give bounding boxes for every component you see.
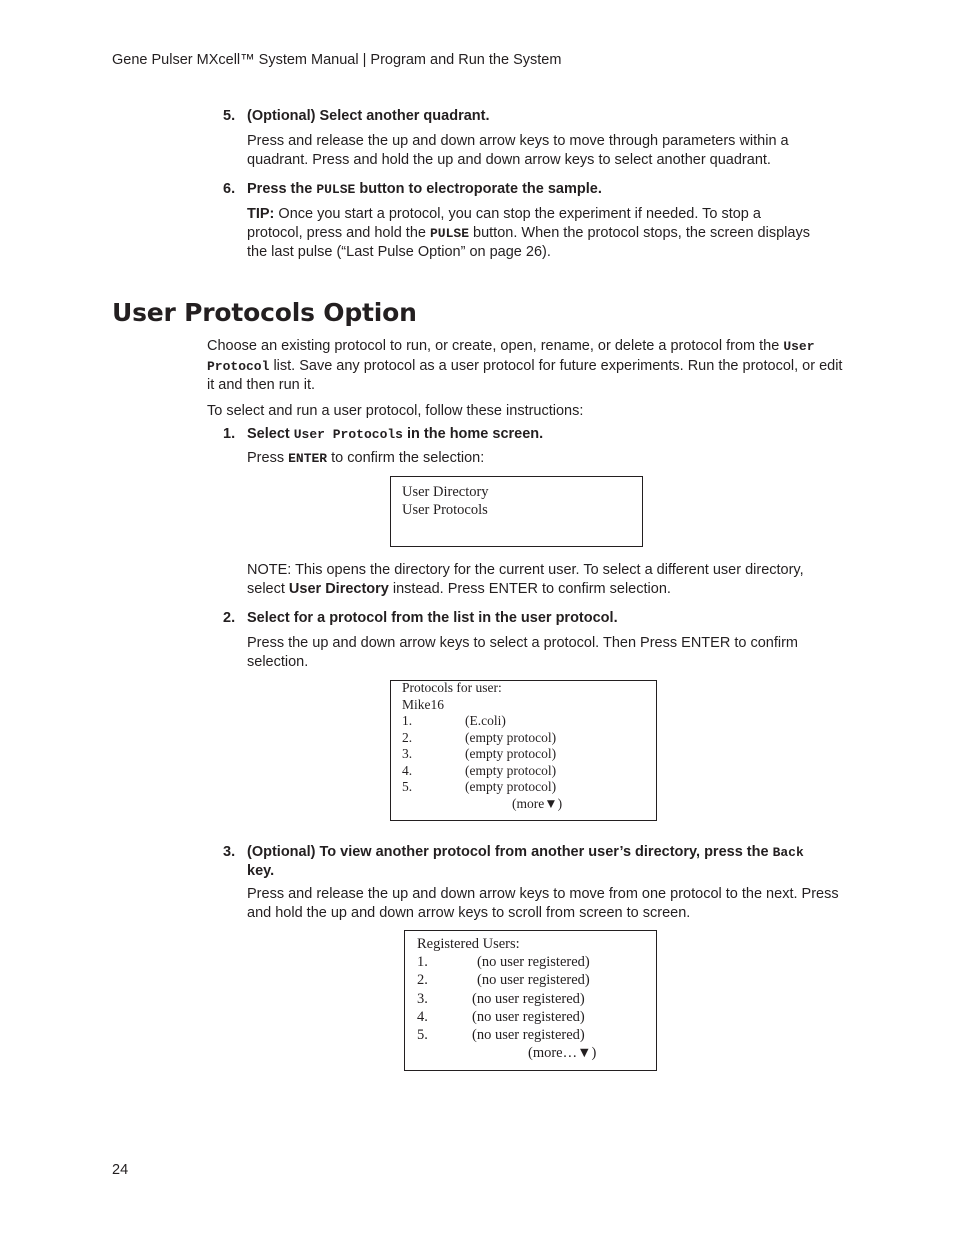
user-row [417,953,649,971]
running-head: Gene Pulser MXcell™ System Manual | Program and Run the System [112,52,562,68]
tip-label: TIP: [247,206,275,222]
intro-text-post: list. Save any protocol as a user protocol for future experiments. Run the protocol, or edit it and then run it. [207,357,843,393]
step-title-post: button to electroporate the sample. [355,181,602,197]
section-intro [207,337,847,395]
step-title-pre: Select [247,426,294,442]
screen-line-user-directory: User Directory [402,484,489,500]
screen-line-user-protocols: User Protocols [402,502,488,519]
page-number: 24 [112,1162,129,1178]
row-number: 5. [417,1026,428,1043]
tip-text-pre: Once you start a protocol, you can stop the experiment if needed. To stop a protocol, press and hold the [247,206,761,241]
screen-title: Protocols for user: [402,680,502,695]
row-number: 4. [402,762,413,778]
step-5-heading [223,108,490,124]
step-3-body: Press and release the up and down arrow keys to move from one protocol to the next. Press and hold the up and down arrow keys to scroll from screen to screen. [247,886,839,921]
screen-user-name: Mike16 [402,696,444,712]
more-text: (more…▼) [528,1045,597,1062]
step-number: 2. [223,610,236,626]
step-number: 1. [223,426,236,442]
step-1-press-enter [247,449,484,469]
row-text: (no user registered) [472,990,585,1007]
step-5-body: Press and release the up and down arrow keys to move through parameters within a quadrant. Press and hold the up and down arrow keys to select another quadrant. [247,133,789,168]
pulse-key-label: PULSE [316,182,356,197]
row-number: 3. [417,990,428,1007]
step-number: 3. [223,844,236,860]
protocol-row [402,713,647,730]
row-number: 2. [417,972,428,989]
press-text-pre: Press [247,450,289,466]
row-text: (no user registered) [477,972,590,989]
protocol-row [402,779,647,796]
user-row [417,990,649,1008]
step-number: 6. [223,181,236,197]
user-row [417,1026,649,1044]
row-text: (empty protocol) [465,729,557,745]
tip-text-post: button. When the protocol stops, the screen displays the last pulse (“Last Pulse Option” on page 26). [247,224,810,260]
lcd-screen-user-directory [390,476,643,547]
user-protocol-code: User Protocol [207,339,815,374]
protocol-row [402,763,647,780]
back-key-code: Back [772,845,804,860]
protocol-row [402,746,647,763]
intro-text-pre: Choose an existing protocol to run, or create, open, rename, or delete a protocol from the [207,338,784,354]
step-title-post: in the home screen. [402,426,544,442]
user-row [417,971,649,989]
note-text-pre: NOTE: This opens the directory for the current user. To select a different user directory, select [247,562,804,597]
more-text: (more▼) [512,795,563,811]
row-number: 3. [402,746,413,761]
note-text-post: instead. Press ENTER to confirm selection. [388,580,671,597]
step-3-heading [223,843,848,880]
row-number: 2. [402,729,413,745]
note-bold: User Directory [288,580,389,597]
row-text: (empty protocol) [465,746,557,761]
press-text-post: to confirm the selection: [327,450,485,466]
step-title-pre: (Optional) To view another protocol from another user’s directory, press the [247,844,773,860]
row-number: 5. [402,779,413,794]
row-number: 1. [417,954,428,971]
row-number: 1. [402,713,413,728]
section-title: User Protocols Option [112,298,417,327]
more-indicator [402,796,647,813]
lcd-screen-protocols-for-user [390,680,657,821]
pulse-key-label: PULSE [429,225,469,241]
enter-key-label: ENTER [288,451,328,466]
instructions-lead: To select and run a user protocol, follow these instructions: [207,403,584,419]
note-paragraph [247,561,807,598]
step-number: 5. [223,108,236,124]
step-title-post: key. [247,863,275,879]
step-2-heading [223,610,618,626]
protocol-row [402,730,647,747]
step-1-heading [223,426,543,442]
step-title: (Optional) Select another quadrant. [247,108,490,124]
row-text: (empty protocol) [465,762,557,778]
row-text: (no user registered) [472,1026,585,1043]
row-number: 4. [417,1008,428,1025]
step-2-body: Press the up and down arrow keys to select a protocol. Then Press ENTER to confirm selection. [247,635,798,670]
row-text: (no user registered) [477,954,590,971]
row-text: (E.coli) [465,713,506,728]
user-row [417,1008,649,1026]
row-text: (empty protocol) [465,779,557,794]
step-title-pre: Press the [247,181,317,197]
step-6-heading [223,181,602,197]
lcd-screen-registered-users [404,930,657,1071]
row-text: (no user registered) [472,1008,585,1025]
screen-title: Registered Users: [417,936,520,952]
step-title: Select for a protocol from the list in the user protocol. [247,610,618,626]
user-protocols-code: User Protocols [293,427,403,442]
tip-paragraph [247,205,812,262]
more-indicator [417,1044,649,1062]
